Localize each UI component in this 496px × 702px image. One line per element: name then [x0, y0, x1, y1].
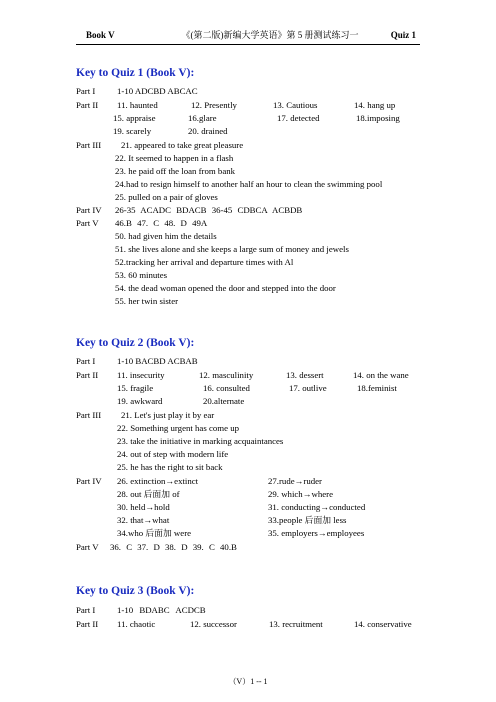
- quiz1-part2-item: 19. scarely: [113, 126, 152, 136]
- page-footer: （V）1 -- 1: [228, 677, 268, 686]
- quiz1-part5-item: 51. she lives alone and she keeps a large sum of money and jewels: [115, 244, 349, 254]
- quiz3-part2-item: 14. conservative: [354, 619, 412, 629]
- quiz1-part3-item: 23. he paid off the loan from bank: [115, 166, 236, 176]
- quiz2-part2-item: 12. masculinity: [199, 370, 254, 380]
- quiz1-part2-item: 18.imposing: [356, 113, 400, 123]
- quiz1-heading: Key to Quiz 1 (Book V):: [76, 67, 195, 79]
- quiz1-part3-item: 21. appeared to take great pleasure: [121, 140, 244, 150]
- quiz2-part3-item: 21. Let's just play it by ear: [121, 410, 215, 420]
- quiz2-part4-item: 30. held→hold: [117, 502, 170, 512]
- quiz2-heading: Key to Quiz 2 (Book V):: [76, 337, 195, 349]
- quiz1-part3-item: 25. pulled on a pair of gloves: [115, 192, 218, 202]
- quiz3-part1-label: Part I: [76, 605, 96, 615]
- header-title: 《(第二版)新编大学英语》第 5 册测试练习一: [181, 30, 359, 40]
- quiz2-part4-item: 31. conducting→conducted: [268, 502, 366, 512]
- quiz1-part5-item: 54. the dead woman opened the door and stepped into the door: [115, 283, 336, 293]
- quiz1-part5-answers: 46.B 47. C 48. D 49A: [115, 218, 208, 228]
- quiz2-part4-item: 26. extinction→extinct: [117, 476, 199, 486]
- quiz2-part3-label: Part III: [76, 410, 102, 420]
- quiz1-part2-item: 12. Presently: [191, 100, 237, 110]
- quiz3-part2-item: 12. successor: [190, 619, 237, 629]
- quiz2-part2-label: Part II: [76, 370, 99, 380]
- quiz1-part3-item: 24.had to resign himself to another half an hour to clean the swimming pool: [115, 179, 383, 189]
- quiz1-part2-item: 15. appraise: [113, 113, 156, 123]
- quiz1-part1-answers: 1-10 ADCBD ABCAC: [117, 86, 198, 96]
- quiz1-part5-item: 52.tracking her arrival and departure times with Al: [115, 257, 294, 267]
- quiz1-part2-item: 14. hang up: [354, 100, 396, 110]
- header-quiz: Quiz 1: [390, 30, 416, 40]
- quiz1-part4-label: Part IV: [76, 205, 102, 215]
- quiz1-part2-item: 11. haunted: [117, 100, 158, 110]
- quiz1-part5-label: Part V: [76, 218, 99, 228]
- quiz3-part2-item: 11. chaotic: [117, 619, 156, 629]
- quiz1-part2-item: 20. drained: [188, 126, 228, 136]
- quiz2-part4-item: 28. out 后面加 of: [117, 489, 180, 499]
- quiz2-part3-item: 23. take the initiative in marking acquaintances: [117, 436, 284, 446]
- quiz2-part4-item: 34.who 后面加 were: [117, 528, 192, 538]
- quiz2-part5-label: Part V: [76, 542, 99, 552]
- quiz2-part4-item: 32. that→what: [117, 515, 170, 525]
- quiz3-heading: Key to Quiz 3 (Book V):: [76, 585, 195, 597]
- quiz1-part5-item: 55. her twin sister: [115, 296, 179, 306]
- quiz3-part2-item: 13. recruitment: [269, 619, 323, 629]
- quiz2-part2-item: 19. awkward: [117, 396, 163, 406]
- quiz2-part2-item: 17. outlive: [289, 383, 327, 393]
- quiz3-part2-label: Part II: [76, 619, 99, 629]
- quiz1-part1-label: Part I: [76, 86, 96, 96]
- quiz2-part2-item: 13. dessert: [286, 370, 324, 380]
- quiz2-part2-item: 20.alternate: [203, 396, 245, 406]
- quiz1-part2-item: 17. detected: [277, 113, 320, 123]
- quiz1-part2-item: 16.glare: [188, 113, 217, 123]
- quiz2-part1-answers: 1-10 BACBD ACBAB: [117, 356, 198, 366]
- quiz2-part1-label: Part I: [76, 356, 96, 366]
- quiz2-part4-item: 33.people 后面加 less: [268, 515, 347, 525]
- quiz1-part5-item: 53. 60 minutes: [115, 270, 168, 280]
- quiz2-part2-item: 11. insecurity: [117, 370, 165, 380]
- quiz2-part5-answers: 36. C 37. D 38. D 39. C 40.B: [110, 542, 237, 552]
- quiz2-part2-item: 15. fragile: [117, 383, 154, 393]
- quiz2-part4-item: 27.rude→ruder: [268, 476, 322, 486]
- quiz2-part2-item: 18.feminist: [357, 383, 397, 393]
- quiz2-part2-item: 16. consulted: [203, 383, 250, 393]
- quiz1-part3-label: Part III: [76, 140, 102, 150]
- header-rule: [76, 44, 420, 45]
- quiz1-part5-item: 50. had given him the details: [115, 231, 217, 241]
- quiz1-part2-item: 13. Cautious: [273, 100, 318, 110]
- quiz2-part4-item: 29. which→where: [268, 489, 333, 499]
- header-book: Book V: [86, 30, 115, 40]
- quiz1-part2-label: Part II: [76, 100, 99, 110]
- quiz2-part2-item: 14. on the wane: [353, 370, 409, 380]
- quiz3-part1-answers: 1-10 BDABC ACDCB: [117, 605, 206, 615]
- quiz2-part4-item: 35. employers→employees: [268, 528, 365, 538]
- quiz2-part3-item: 24. out of step with modern life: [117, 449, 229, 459]
- quiz2-part4-label: Part IV: [76, 476, 102, 486]
- quiz2-part3-item: 25. he has the right to sit back: [117, 462, 223, 472]
- quiz1-part3-item: 22. It seemed to happen in a flash: [115, 153, 234, 163]
- quiz2-part3-item: 22. Something urgent has come up: [117, 423, 240, 433]
- quiz1-part4-answers: 26-35 ACADC BDACB 36-45 CDBCA ACBDB: [115, 205, 303, 215]
